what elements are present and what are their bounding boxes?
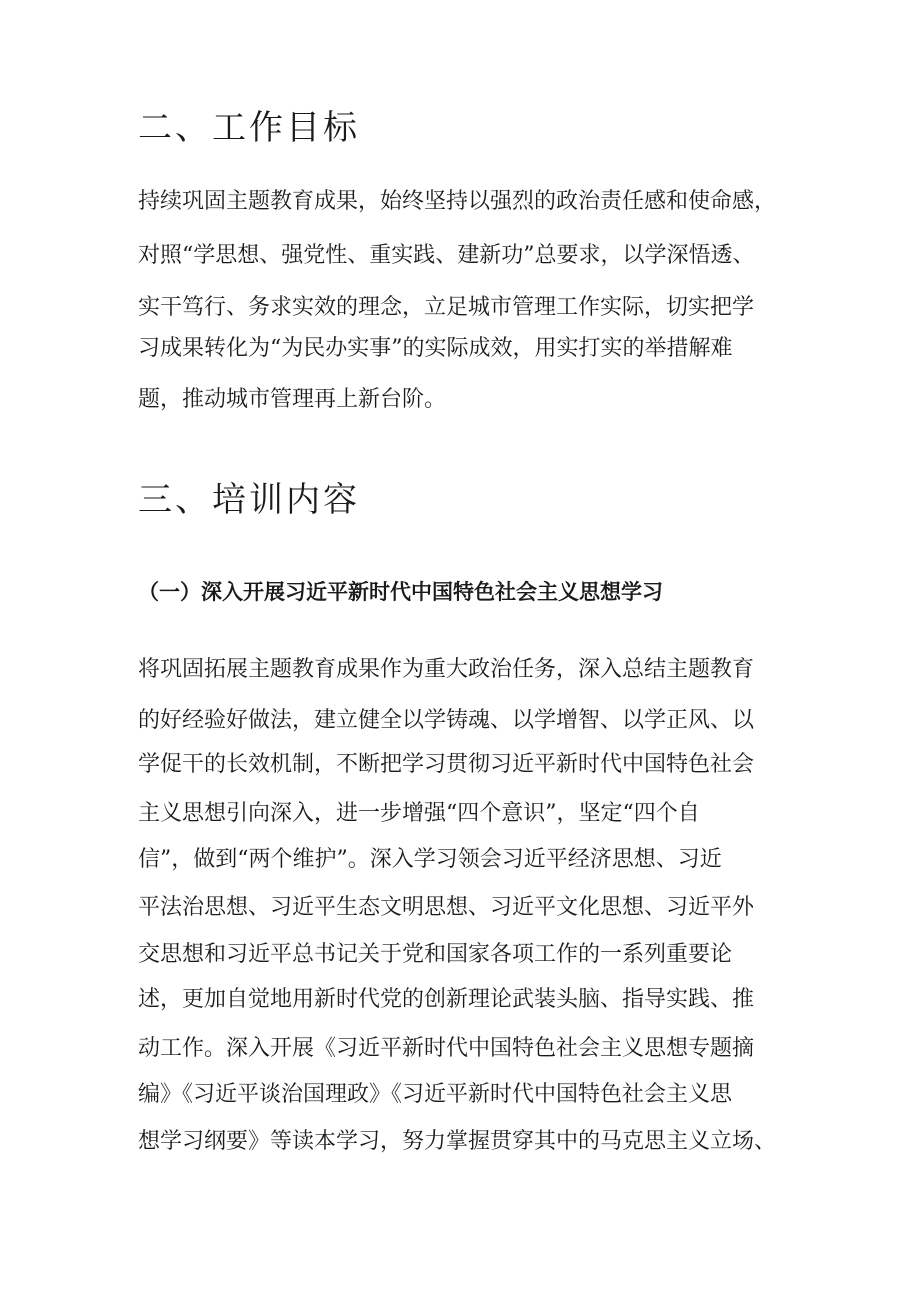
paragraph-line: 的好经验好做法，建立健全以学铸魂、以学增智、以学正风、以 xyxy=(138,708,755,733)
paragraph-line: 平法治思想、习近平生态文明思想、习近平文化思想、习近平外 xyxy=(138,895,755,920)
paragraph-line: 交思想和习近平总书记关于党和国家各项工作的一系列重要论 xyxy=(138,942,733,967)
paragraph-line: 编》《习近平谈治国理政》《习近平新时代中国特色社会主义思 xyxy=(138,1082,733,1107)
paragraph-line: 题，推动城市管理再上新台阶。 xyxy=(138,387,447,412)
paragraph-line: 持续巩固主题教育成果，始终坚持以强烈的政治责任感和使命感， xyxy=(138,189,777,214)
paragraph-line: 主义思想引向深入，进一步增强“四个意识”，坚定“四个自 xyxy=(138,801,700,826)
paragraph-line: 学促干的长效机制，不断把学习贯彻习近平新时代中国特色社会 xyxy=(138,752,755,777)
paragraph-line: 信”，做到“两个维护”。深入学习领会习近平经济思想、习近 xyxy=(138,847,722,872)
section-heading-work-goals: 二、工作目标 xyxy=(138,108,360,148)
section-heading-training-content: 三、培训内容 xyxy=(138,480,360,520)
paragraph-line: 实干笃行、务求实效的理念，立足城市管理工作实际，切实把学 xyxy=(138,295,755,320)
paragraph-line: 述，更加自觉地用新时代党的创新理论武装头脑、指导实践、推 xyxy=(138,987,755,1012)
paragraph-line: 对照“学思想、强党性、重实践、建新功”总要求，以学深悟透、 xyxy=(138,243,755,268)
subsection-heading-xi-thought-study: （一）深入开展习近平新时代中国特色社会主义思想学习 xyxy=(138,579,663,604)
paragraph-line: 将巩固拓展主题教育成果作为重大政治任务，深入总结主题教育 xyxy=(138,657,755,682)
paragraph-line: 习成果转化为“为民办实事”的实际成效，用实打实的举措解难 xyxy=(138,336,733,361)
paragraph-line: 动工作。深入开展《习近平新时代中国特色社会主义思想专题摘 xyxy=(138,1036,755,1061)
paragraph-line: 想学习纲要》等读本学习，努力掌握贯穿其中的马克思主义立场、 xyxy=(138,1129,777,1154)
